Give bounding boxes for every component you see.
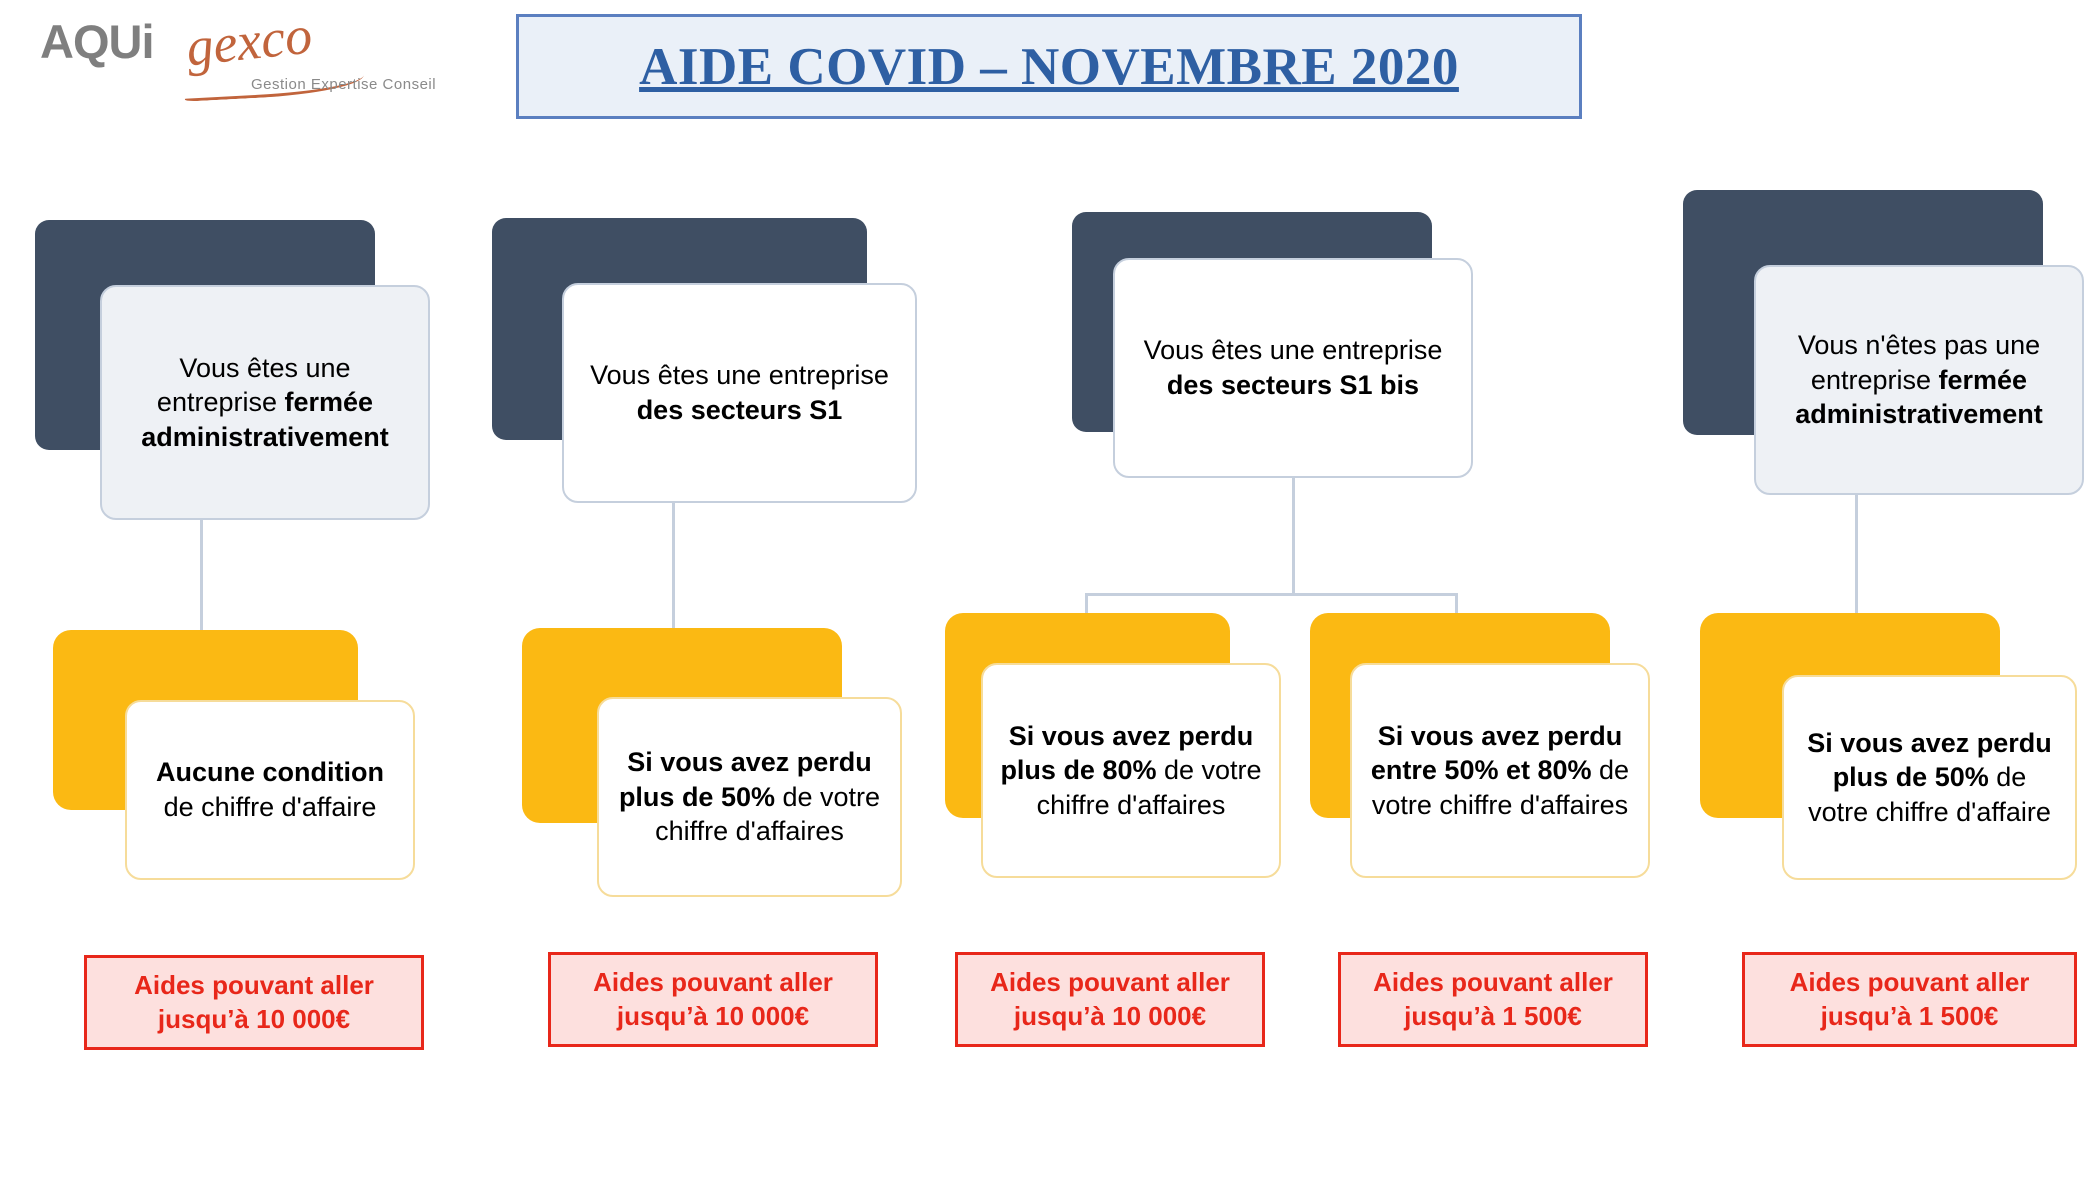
condition-emphasis-2: Si vous avez perdu plus de 50%: [618, 747, 872, 812]
condition-text-4: [1352, 719, 1648, 823]
condition-text-1: [127, 755, 413, 824]
company-logo: [36, 4, 456, 103]
connector-horizontal-3: [1085, 593, 1458, 596]
condition-suffix-5: de votre chiffre d'affaire: [1808, 762, 2051, 827]
condition-card-5: [1782, 675, 2077, 880]
page-title: AIDE COVID – NOVEMBRE 2020: [639, 37, 1459, 96]
condition-suffix-3: de votre chiffre d'affaires: [1036, 755, 1262, 820]
situation-card-2: [562, 283, 917, 503]
aid-box-1: [84, 955, 424, 1050]
aid-text-3: Aides pouvant aller jusqu’à 10 000€: [990, 966, 1230, 1031]
situation-emphasis-4: fermée administrativement: [1795, 364, 2043, 430]
situation-emphasis-2: des secteurs S1: [636, 395, 843, 425]
situation-prefix-2: Vous êtes une entreprise: [590, 360, 889, 391]
situation-prefix-3: Vous êtes une entreprise: [1143, 335, 1443, 366]
aid-box-5: [1742, 952, 2077, 1047]
situation-emphasis-1: fermée administrativement: [141, 387, 389, 452]
condition-emphasis-4: Si vous avez perdu entre 50% et 80%: [1370, 720, 1623, 786]
condition-emphasis-1: Aucune condition: [156, 757, 384, 788]
connector-vertical-4: [1855, 495, 1858, 625]
aid-text-4: Aides pouvant aller jusqu’à 1 500€: [1373, 966, 1613, 1031]
condition-card-1: [125, 700, 415, 880]
situation-text-2: [564, 358, 915, 427]
condition-suffix-2: de votre chiffre d'affaires: [655, 781, 881, 847]
aid-text-5: Aides pouvant aller jusqu’à 1 500€: [1789, 966, 2030, 1031]
aid-text-1: Aides pouvant aller jusqu’à 10 000€: [134, 969, 374, 1034]
logo-tagline: Gestion Expertise Conseil: [251, 76, 437, 93]
aid-box-2: [548, 952, 878, 1047]
situation-text-3: [1115, 333, 1471, 402]
condition-card-4: [1350, 663, 1650, 878]
situation-text-4: [1756, 328, 2082, 432]
condition-suffix-1: de chiffre d'affaire: [163, 792, 377, 822]
connector-vertical-2: [672, 503, 675, 633]
condition-emphasis-5: Si vous avez perdu plus de 50%: [1807, 727, 2052, 793]
condition-card-3: [981, 663, 1281, 878]
situation-prefix-4: Vous n'êtes pas une entreprise: [1797, 330, 2041, 395]
condition-emphasis-3: Si vous avez perdu plus de 80%: [1000, 720, 1254, 786]
aid-box-3: [955, 952, 1265, 1047]
situation-prefix-1: Vous êtes une entreprise: [156, 352, 351, 418]
situation-emphasis-3: des secteurs S1 bis: [1166, 370, 1420, 400]
condition-text-2: [599, 745, 900, 849]
situation-card-4: [1754, 265, 2084, 495]
condition-suffix-4: de votre chiffre d'affaires: [1371, 755, 1630, 820]
aid-box-4: [1338, 952, 1648, 1047]
page-title-box: [516, 14, 1582, 119]
condition-text-3: [983, 719, 1279, 823]
logo-brand-primary: AQUi: [40, 15, 154, 68]
situation-text-1: [102, 351, 428, 455]
connector-vertical-3-stem: [1292, 478, 1295, 593]
logo-brand-secondary: gexco: [183, 4, 315, 78]
condition-text-5: [1784, 726, 2075, 830]
condition-card-2: [597, 697, 902, 897]
situation-card-3: [1113, 258, 1473, 478]
aid-text-2: Aides pouvant aller jusqu’à 10 000€: [593, 966, 833, 1031]
connector-vertical-1: [200, 520, 203, 635]
situation-card-1: [100, 285, 430, 520]
